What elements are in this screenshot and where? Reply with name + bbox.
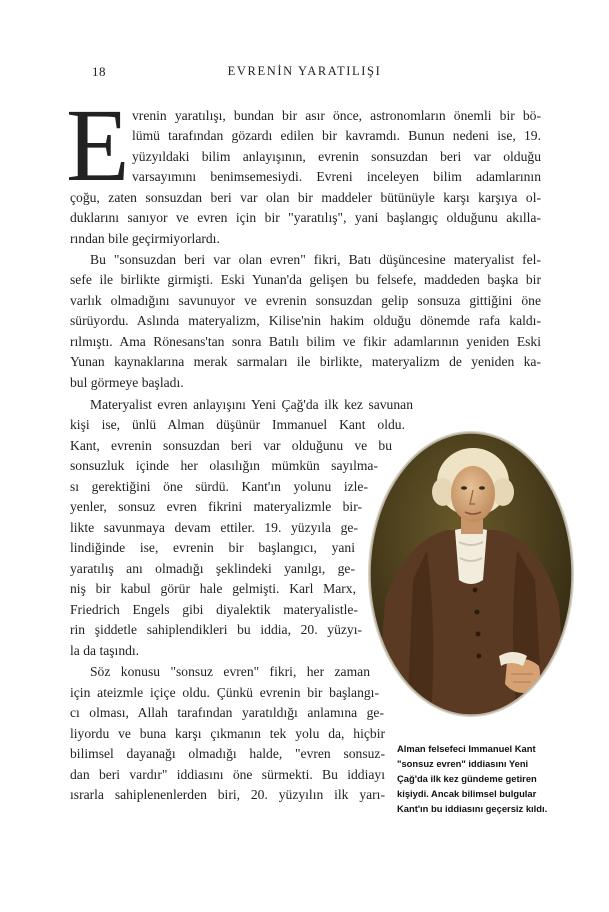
- body-line: Materyalist evren anlayışını Yeni Çağ'da ilk kez savunan: [90, 397, 413, 412]
- figure-caption: [397, 741, 577, 816]
- body-line: cı olması, Allah tarafından yaratıldığı anlamına ge-: [70, 705, 384, 720]
- body-line: lümü tarafından gözardı edilen bir kavramdı. Bunun nedeni ise, 19.: [132, 128, 541, 143]
- caption-line: "sonsuz evren" iddiasını Yeni: [397, 758, 529, 769]
- caption-line: Çağ'da ilk kez gündeme getiren: [397, 773, 537, 784]
- body-line: Friedrich Engels gibi diyalektik materyalistle-: [70, 602, 358, 617]
- body-line: lindiğinde ise, evrenin bir başlangıcı, yani: [70, 540, 355, 555]
- body-line: rılmıştı. Ama Rönesans'tan sonra Batılı bilim ve fikir adamlarının yeniden Eski: [70, 334, 541, 349]
- body-line: varlık olmadığını savunuyor ve evrenin sonsuzdan gelip sonsuza gittiğini öne: [70, 293, 541, 308]
- body-line: yüzyıldaki bilim anlayışının, evrenin sonsuzdan beri var olduğu: [132, 149, 541, 164]
- body-line: sürüyordu. Aslında materyalizm, Kilise'nin hakim olduğu dönemde rafa kaldı-: [70, 313, 541, 328]
- body-line: rından bile geçirmiyorlardı.: [70, 231, 220, 246]
- body-line: bul görmeye başladı.: [70, 375, 184, 390]
- body-line: yaratılış anı olmadığı şeklindeki yanılgı, ge-: [70, 561, 355, 576]
- drop-cap: E: [66, 88, 130, 203]
- body-line: ısrarla sahiplenenlerden biri, 20. yüzyılın ilk yarı-: [70, 787, 385, 802]
- body-line: yenler, sonsuz evren fikrini materyalizmle bir-: [70, 499, 362, 514]
- body-line: için ateizmle içiçe oldu. Çünkü evrenin bir başlangı-: [70, 685, 379, 700]
- body-line: duklarını sanıyor ve evren için bir "yaratılış", yani başlangıç olduğunu akılla-: [70, 210, 541, 225]
- caption-line: Kant'ın bu iddiasını geçersiz kıldı.: [397, 803, 548, 814]
- caption-line: kişiydi. Ancak bilimsel bulgular: [397, 788, 537, 799]
- body-line: rin şiddetle sahiplendikleri bu iddia, 20. yüzyı-: [70, 622, 362, 637]
- body-line: sı gerektiğini öne sürdü. Kant'ın yolunu izle-: [70, 479, 368, 494]
- body-line: bilimsel dayanağı olmadığı halde, "evren sonsuz-: [70, 746, 385, 761]
- body-line: kişi ise, ünlü Alman düşünür Immanuel Kant oldu.: [70, 417, 405, 432]
- body-line: Kant, evrenin sonsuzdan beri var olduğunu ve bu: [70, 438, 392, 453]
- body-line: Söz konusu "sonsuz evren" fikri, her zaman: [90, 664, 370, 679]
- page-number: 18: [92, 64, 106, 79]
- body-line: Yunan kaynaklarına merak sarmaları ile birlikte, materyalizm de yeniden ka-: [70, 354, 541, 369]
- body-line: niş bir kabul görür hale gelmişti. Karl Marx,: [70, 581, 356, 596]
- running-title: EVRENİN YARATILIŞI: [227, 64, 382, 78]
- body-line: likte savunmaya devam ettiler. 19. yüzyıla ge-: [70, 520, 358, 535]
- body-line: varsayımını benimsemesiydi. Evreni inceleyen bilim adamlarının: [132, 169, 541, 184]
- caption-line: Alman felsefeci Immanuel Kant: [397, 743, 536, 754]
- body-line: sefe ile birlikte girmişti. Eski Yunan'da gelişen bu felsefe, maddeden başka bir: [70, 272, 541, 287]
- body-line: dan beri vardır" iddiasını öne sürmekti. Bu iddiayı: [70, 767, 385, 782]
- body-line: çoğu, zaten sonsuzdan beri var olan bir maddeler bütünüyle karşı karşıya ol-: [70, 190, 541, 205]
- body-line: liyordu ve buna karşı çıkmanın tek yolu da, hiçbir: [70, 726, 385, 741]
- kant-portrait-image: [367, 430, 575, 718]
- body-line: vrenin yaratılışı, bundan bir asır önce, astronomların önemli bir bö-: [132, 108, 541, 123]
- body-line: la da taşındı.: [70, 643, 140, 658]
- body-line: Bu "sonsuzdan beri var olan evren" fikri, Batı düşüncesine materyalist fel-: [90, 252, 541, 267]
- body-line: sonsuzluk içinde her olasılığın mümkün sayılma-: [70, 458, 378, 473]
